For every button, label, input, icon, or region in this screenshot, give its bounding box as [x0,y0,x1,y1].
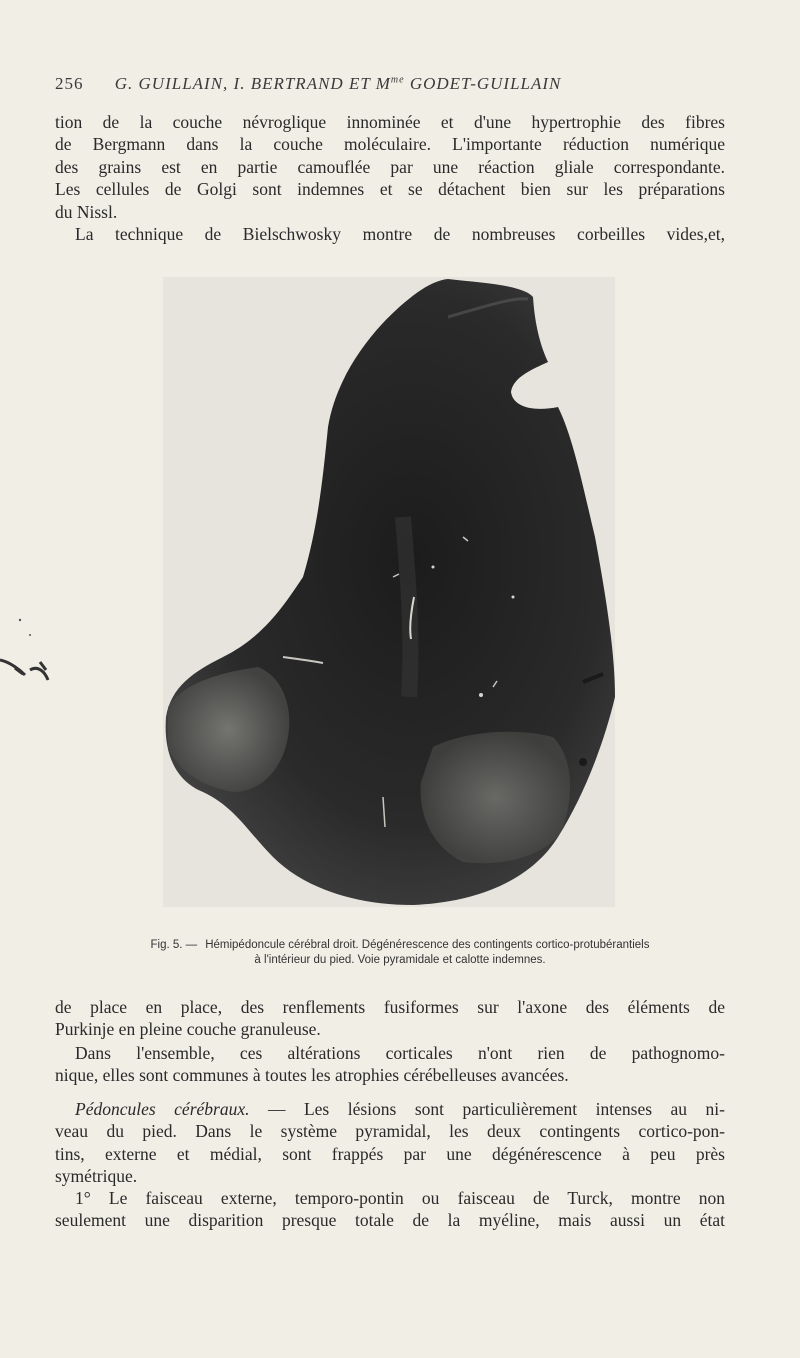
caption-text: à l'intérieur du pied. Voie pyramidale et calotte indemnes. [254,954,546,966]
text-line: tins, externe et médial, sont frappés par une dégénérescence à peu près [55,1143,725,1164]
running-head-authors: G. GUILLAIN, I. BERTRAND ET $M^{me}$ GODET-GUILLAIN [114,74,562,93]
text-line: du Nissl. [55,201,118,222]
paragraph-bielschwosky [55,223,725,245]
cerebral-peduncle-micrograph [163,277,615,907]
text-line: tion de la couche névroglique innominée et d'une hypertrophie des fibres [55,112,725,132]
text-line: symétrique. [55,1166,138,1187]
section-heading: Pédoncules cérébraux. [75,1099,250,1119]
text-line: veau du pied. Dans le système pyramidal, les deux contingents cortico-pon- [55,1121,725,1142]
text-line: La technique de Bielschwosky montre de nombreuses corbeilles vides,et, [75,224,725,244]
margin-ink-mark [0,590,60,710]
text-line: Les cellules de Golgi sont indemnes et se détachent bien sur les préparations [55,179,725,200]
page-number: 256 [55,74,84,93]
figure-caption [80,938,720,968]
paragraph-continue [55,996,725,1041]
paragraph-pedoncules [55,1098,725,1188]
paragraph-faisceau [55,1187,725,1232]
running-head [55,74,725,94]
text-line: de place en place, des renflements fusiformes sur l'axone des éléments de [55,997,725,1017]
figure-micrograph [163,277,615,907]
paragraph-top [55,111,725,223]
text-line: — Les lésions sont particulièrement intenses au ni- [249,1099,725,1119]
text-line: Dans l'ensemble, ces altérations corticales n'ont rien de pathognomo- [75,1043,725,1063]
text-line: 1° Le faisceau externe, temporo-pontin ou faisceau de Turck, montre non [75,1188,725,1208]
text-line: nique, elles sont communes à toutes les atrophies cérébelleuses avancées. [55,1065,569,1086]
text-line: Purkinje en pleine couche granuleuse. [55,1019,321,1040]
text-line: de Bergmann dans la couche moléculaire. L'importante réduction numérique [55,134,725,155]
caption-text: Hémipédoncule cérébral droit. Dégénérescence des contingents cortico-protubérantiels [205,939,650,951]
paragraph-ensemble [55,1042,725,1087]
text-line: des grains est en partie camouflée par une réaction gliale correspondante. [55,156,725,177]
text-line: seulement une disparition presque totale de la myéline, mais aussi un état [55,1210,725,1231]
figure-label: Fig. 5. — [150,939,198,951]
